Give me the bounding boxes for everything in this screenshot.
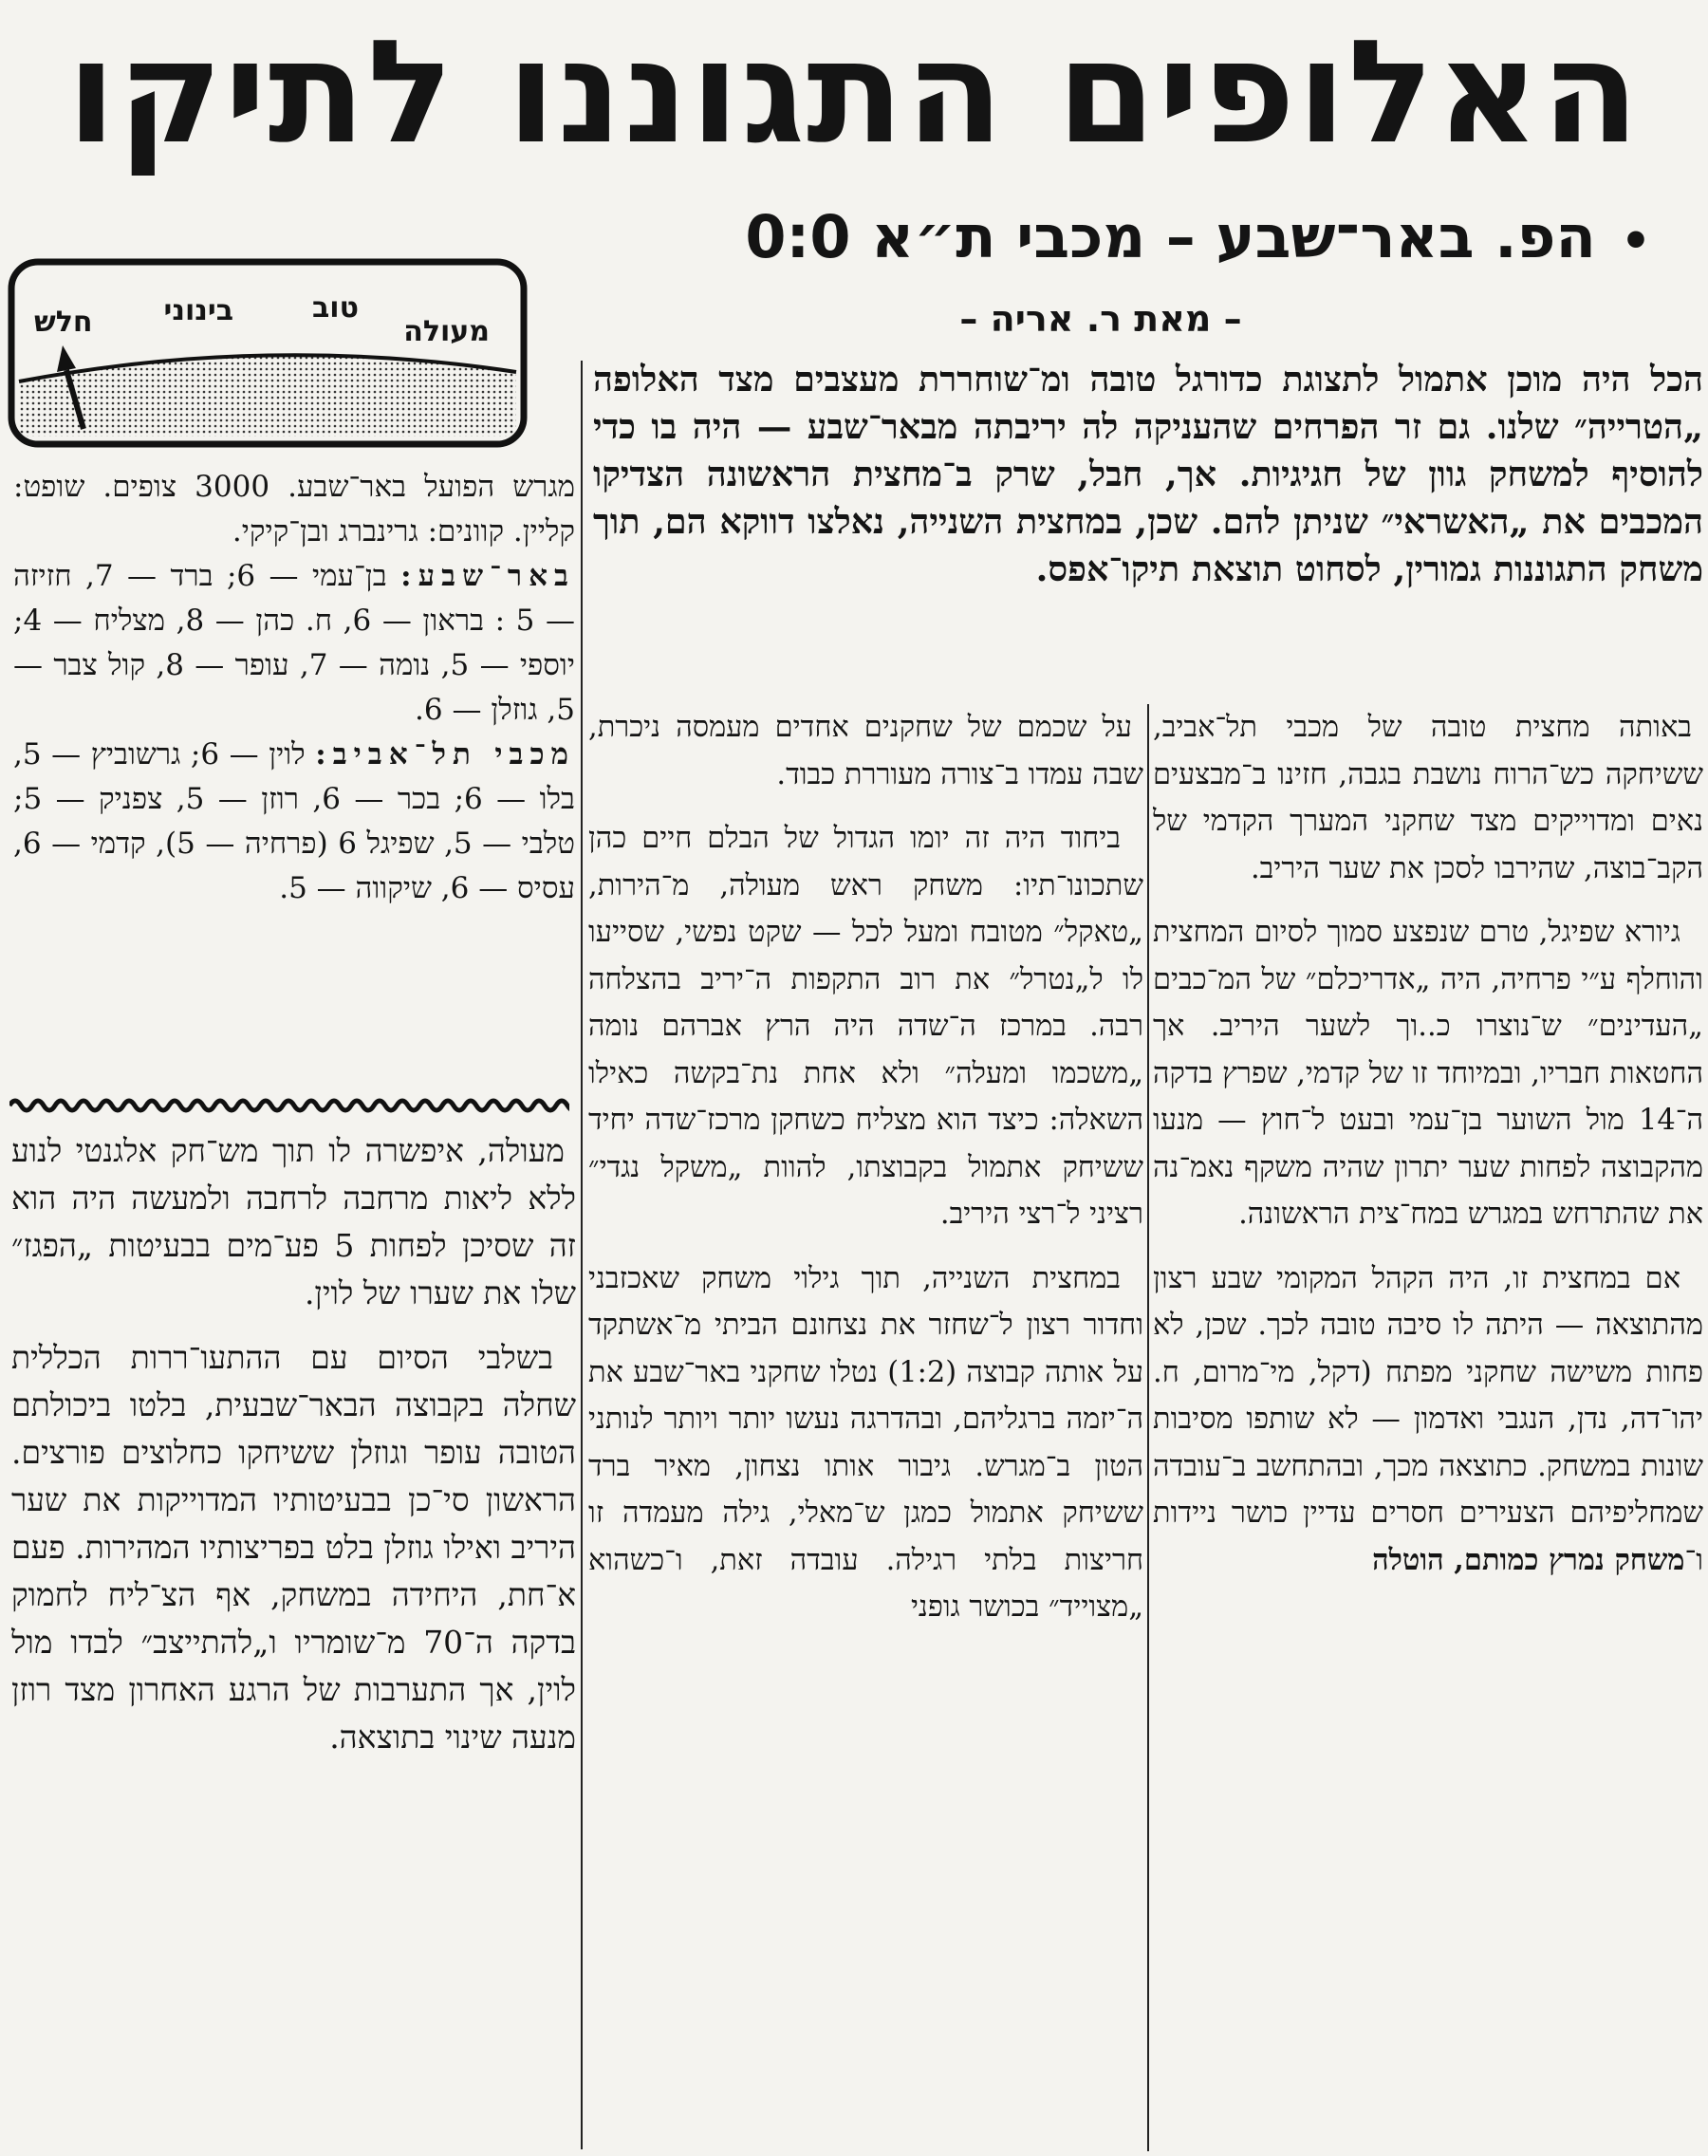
column-rule xyxy=(1147,704,1149,2151)
lineup-box xyxy=(13,465,575,1148)
wavy-divider xyxy=(9,1091,569,1120)
team-name: מכבי תל־אביב: xyxy=(315,737,575,771)
paragraph: מעולה, איפשרה לו תוך מש־חק אלגנטי לנוע ללא ליאות מרחבה לרחבה ולמעשה היה הוא זה שסיכן לפחות 5 פע־מים בבעיטות „הפגז״ שלו את שערו של לוין. xyxy=(11,1132,576,1311)
subhead xyxy=(740,190,1651,285)
gauge-frame xyxy=(8,258,528,448)
paragraph: באותה מחצית טובה של מכבי תל־אביב, ששיחקה כש־הרוח נושבת בגבה, חזינו ב־מבצעים נאים ומדוייקים מצד שחקני המערך הקדמי של הקב־בוצה, שהירבו לסכן את שער היריב. xyxy=(1153,711,1703,885)
article-column-3 xyxy=(11,1127,576,2152)
team-name: באר־שבע: xyxy=(400,559,575,593)
paragraph-text: משחק נמרץ כמותם, הוטלה xyxy=(1372,1542,1685,1577)
paragraph: בשלבי הסיום עם ההתעו־ררות הכללית שחלה בקבוצה הבאר־שבעית, בלטו ביכולתם הטובה עופר וגוזלן ששיחקו כחלוצים פורצים. הראשון סי־כן בבעיטותיו המדוייקות את שער היריב ואילו גוזלן בלט בפריצותיו המהירות. פעם א־חת, היחידה במשחק, אף הצ־ליח לחמוק בדקה ה־70 מ־שומריו ו„להתייצב״ לבדו מול לוין, אך התערבות של הרגע האחרון מצד רוזן מנעה שינוי בתוצאה. xyxy=(11,1339,576,1756)
match-details: מגרש הפועל באר־שבע. 3000 צופים. שופט: קליין. קוונים: גרינברג ובן־קיקי. xyxy=(13,470,575,548)
headline: האלופים התגוננו לתיקו xyxy=(66,10,1642,176)
article-column-1 xyxy=(1153,704,1703,2151)
byline: – מאת ר. אריה – xyxy=(959,298,1242,340)
gauge-label-excellent: מעולה xyxy=(403,315,490,348)
paragraph-text: אם במחצית זו, היה הקהל המקומי שבע רצון מהתוצאה — היתה לו סיבה טובה לכך. שכן, לא פחות משישה שחקני מפתח (דקל, מי־מרום, ח. יהו־דה, נדן, הנגבי ואדמון — לא שותפו מסיבות שונות במשחק. כתוצאה מכך, ובהתחשב ב־עובדה שמחליפיהם הצעירים חסרים עדיין כושר ניידות ו־ xyxy=(1153,1261,1703,1577)
bullet: • xyxy=(1621,214,1651,269)
paragraph: ביחוד היה זה יומו הגדול של הבלם חיים כהן שתכונו־תיו: משחק ראש מעולה, מ־הירות, „טאקל״ מטובח ומעל לכל — שקט נפשי, שסייעו לו ל„נטרל״ את רוב התקפות ה־יריב בהצלחה רבה. במרכז ה־שדה היה הרץ אברהם נומה „משכמו ומעלה״ ולא אחת נת־בקשה כאילו השאלה: כיצד הוא מצליח כשחקן מרכז־שדה יחיד ששיחק אתמול בקבוצתו, להוות „משקל נגדי״ רציני ל־רצי היריב. xyxy=(588,822,1143,1231)
player-ratings: לוין — 6; גרשוביץ — 5, בלו — 6; בכר — 6, רוזן — 5, צפניק — 5; טלבי — 5, שפיגל 6 (פרחיה — 5), קדמי — 6, עסיס — 6, שיקווה — 5. xyxy=(13,737,575,905)
player-ratings: בן־עמי — 6; ברד — 7, חזיזה — 5 : בראון — 6, ח. כהן — 8, מצליח — 4; יוספי — 5, נומה — 7, עופר — 8, קול צבר — 5, גוזלן — 6. xyxy=(13,559,575,727)
paragraph xyxy=(1153,1255,1703,1585)
column-rule xyxy=(581,361,583,2149)
paragraph: על שכמם של שחקנים אחדים מעמסה ניכרת, שבה עמדו ב־צורה מעוררת כבוד. xyxy=(588,711,1143,791)
gauge-label-weak: חלש xyxy=(34,306,93,339)
team-lineup xyxy=(13,733,575,911)
article-column-2 xyxy=(588,704,1143,2151)
wavy-line xyxy=(9,1101,569,1110)
paragraph: גיורא שפיגל, טרם שנפצע סמוך לסיום המחצית והוחלף ע״י פרחיה, היה „אדריכלם״ של המ־כבים „העדינים״ ש־נוצרו כ..וך לשער היריב. אך החטאות חבריו, ובמיוחד זו של קדמי, שפרץ בדקה ה־14 מול השוער בן־עמי ובעט ל־חוץ — מנעו מהקבוצה לפחות שער יתרון שהיה משקף נאמ־נה את שהתרחש במגרש במח־צית הראשונה. xyxy=(1153,916,1703,1231)
paragraph: במחצית השנייה, תוך גילוי משחק שאכזבני וחדור רצון ל־שחזר את נצחונם הביתי מ־אשתקד על אותה קבוצה (1:2) נטלו שחקני באר־שבע את ה־יזמה ברגליהם, ובהדרגה נעשו יותר ויותר לנותני הטון ב־מגרש. גיבור אותו נצחון, מאיר ברד ששיחק אתמול כמגן ש־מאלי, גילה מעמדה זו חריצות בלתי רגילה. עובדה זאת, ו־כשהוא „מצוייד״ בכושר גופני xyxy=(588,1261,1143,1624)
subhead-text: הפ. באר־שבע – מכבי ת״א 0:0 xyxy=(745,202,1597,271)
rating-gauge xyxy=(8,258,528,448)
gauge-label-good: טוב xyxy=(312,291,359,325)
team-lineup xyxy=(13,554,575,733)
gauge-label-average: בינוני xyxy=(163,294,233,327)
lead-paragraph: הכל היה מוכן אתמול לתצוגת כדורגל טובה ומ־שוחררת מעצבים מצד האלופה „הטרייה״ שלנו. גם זר הפרחים שהעניקה לה יריבתה מבאר־שבע — היה בו כדי להוסיף למשחק גוון של חגיגיות. אך, חבל, שרק ב־מחצית הראשונה הצדיקו המכבים את „האשראי״ שניתן להם. שכן, במחצית השנייה, נאלצו דווקא הם, תוך משחק התגוננות גמורין, לסחוט תוצאת תיקו־אפס. xyxy=(593,359,1703,589)
